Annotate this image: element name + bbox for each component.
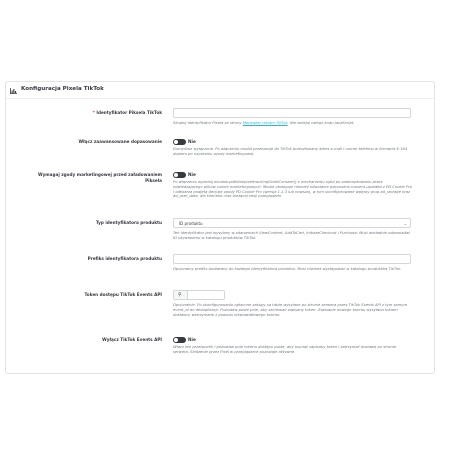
product-id-prefix-help: Opcjonalny prefiks dodawany do każdego identyfikatora produktu. Musi również występować w katalogu produktów TikTok. — [173, 267, 402, 271]
tiktok-ads-manager-link[interactable]: Menedżer reklam TikTok — [242, 121, 288, 125]
switch-knob — [174, 140, 178, 144]
token-prefix — [173, 290, 188, 300]
product-id-prefix-input[interactable] — [173, 254, 411, 264]
consent-switch-value: Nie — [188, 172, 196, 177]
disable-events-api-help: Włącz ten przełącznik i pozostaw pole tokenu dostępu puste, aby usunąć zapisany token i zatrzymać dostawę po stronie serwera. Śledzenie przez Pixel w przeglądarce pozostaje aktywne. — [173, 345, 397, 354]
advanced-matching-switch-value: Nie — [188, 139, 196, 144]
consent-label: Wymagaj zgody marketingowej przed załadowaniem Piksela — [37, 172, 162, 183]
switch-knob — [174, 338, 178, 342]
consent-switch[interactable] — [173, 172, 186, 178]
product-id-type-selected: ID produktu — [179, 221, 203, 226]
product-id-type-label: Typ identyfikatora produktu — [95, 220, 162, 225]
product-id-type-select[interactable] — [173, 218, 411, 228]
panel-heading — [6, 82, 434, 99]
chevron-down-icon: ⌄ — [403, 221, 407, 226]
disable-events-api-label: Wyłącz TikTok Events API — [102, 337, 162, 342]
pixel-id-label: * Identyfikator Piksela TikTok — [92, 110, 162, 115]
disable-events-api-switch-value: Nie — [188, 337, 196, 342]
key-icon: ⚲ — [178, 292, 182, 298]
pixel-id-help: Skopiuj identyfikator Pixela ze strony Menedżer reklam TikTok. Nie wklejaj całego kodu JavaScript. — [173, 121, 355, 125]
pixel-id-input[interactable] — [173, 108, 411, 118]
panel-title: Konfiguracja Pixela TikTok — [21, 86, 104, 92]
disable-events-api-switch[interactable] — [173, 337, 186, 343]
events-api-token-help: Opcjonalnie. Po skonfigurowaniu opłacone zakupy są także wysyłane po stronie serwera przez TikTok Events API z tym samym event_id do deduplikacji. Pozostaw puste pole, aby zachować zapisany token. Zapisanie nowego tokenu wysyłana tokiem dostawcy wstrzymane z powodu nieprawidłowego tokenu. — [173, 303, 408, 317]
product-id-prefix-label: Prefiks identyfikatora produktu — [87, 256, 162, 261]
required-mark: * — [92, 110, 95, 115]
advanced-matching-help: Domyślnie wyłączone. Po włączeniu moduł przekazuje do TikTok przeszłowany adres e-mail i numer telefonu w formacie E.164 dopiero po uzyskaniu zgody marketingowej. — [173, 147, 408, 156]
switch-knob — [174, 173, 178, 177]
consent-help: Po włączeniu wywołuj window.pdtiktokpixeltrackingGrantConsent() z mechanizmu zgód po zaakceptowaniu przez odwiedzającego plików cookie marketingowych. Moduł obsługuje również odwołanie pdconsent-consent-updated z PD Cookie Pro i odtwarza podjętą decyzję zgody PD Cookie Pro (wersja 1.1.3 lub nowsza), w tym skonfigurowane wpływy grup ad_storage oraz ad_user_data, dla klientów oraz bieżącej sesji przeglądarki. — [173, 180, 412, 199]
tiktok-pixel-config-panel — [5, 81, 435, 374]
advanced-matching-switch[interactable] — [173, 139, 186, 145]
product-id-type-help: Ten identyfikator jest wysyłany w zdarzeniach ViewContent, AddToCart, InitiateCheckout i Purchase. Musi dokładnie odpowiadać ID używanemu w katalogu produktów TikTok. — [173, 231, 411, 240]
bar-chart-icon — [10, 88, 17, 94]
events-api-token-input[interactable] — [188, 290, 225, 300]
advanced-matching-label: Włącz zaawansowane dopasowanie — [78, 139, 162, 144]
events-api-token-label: Token dostępu TikTok Events API — [84, 292, 162, 297]
